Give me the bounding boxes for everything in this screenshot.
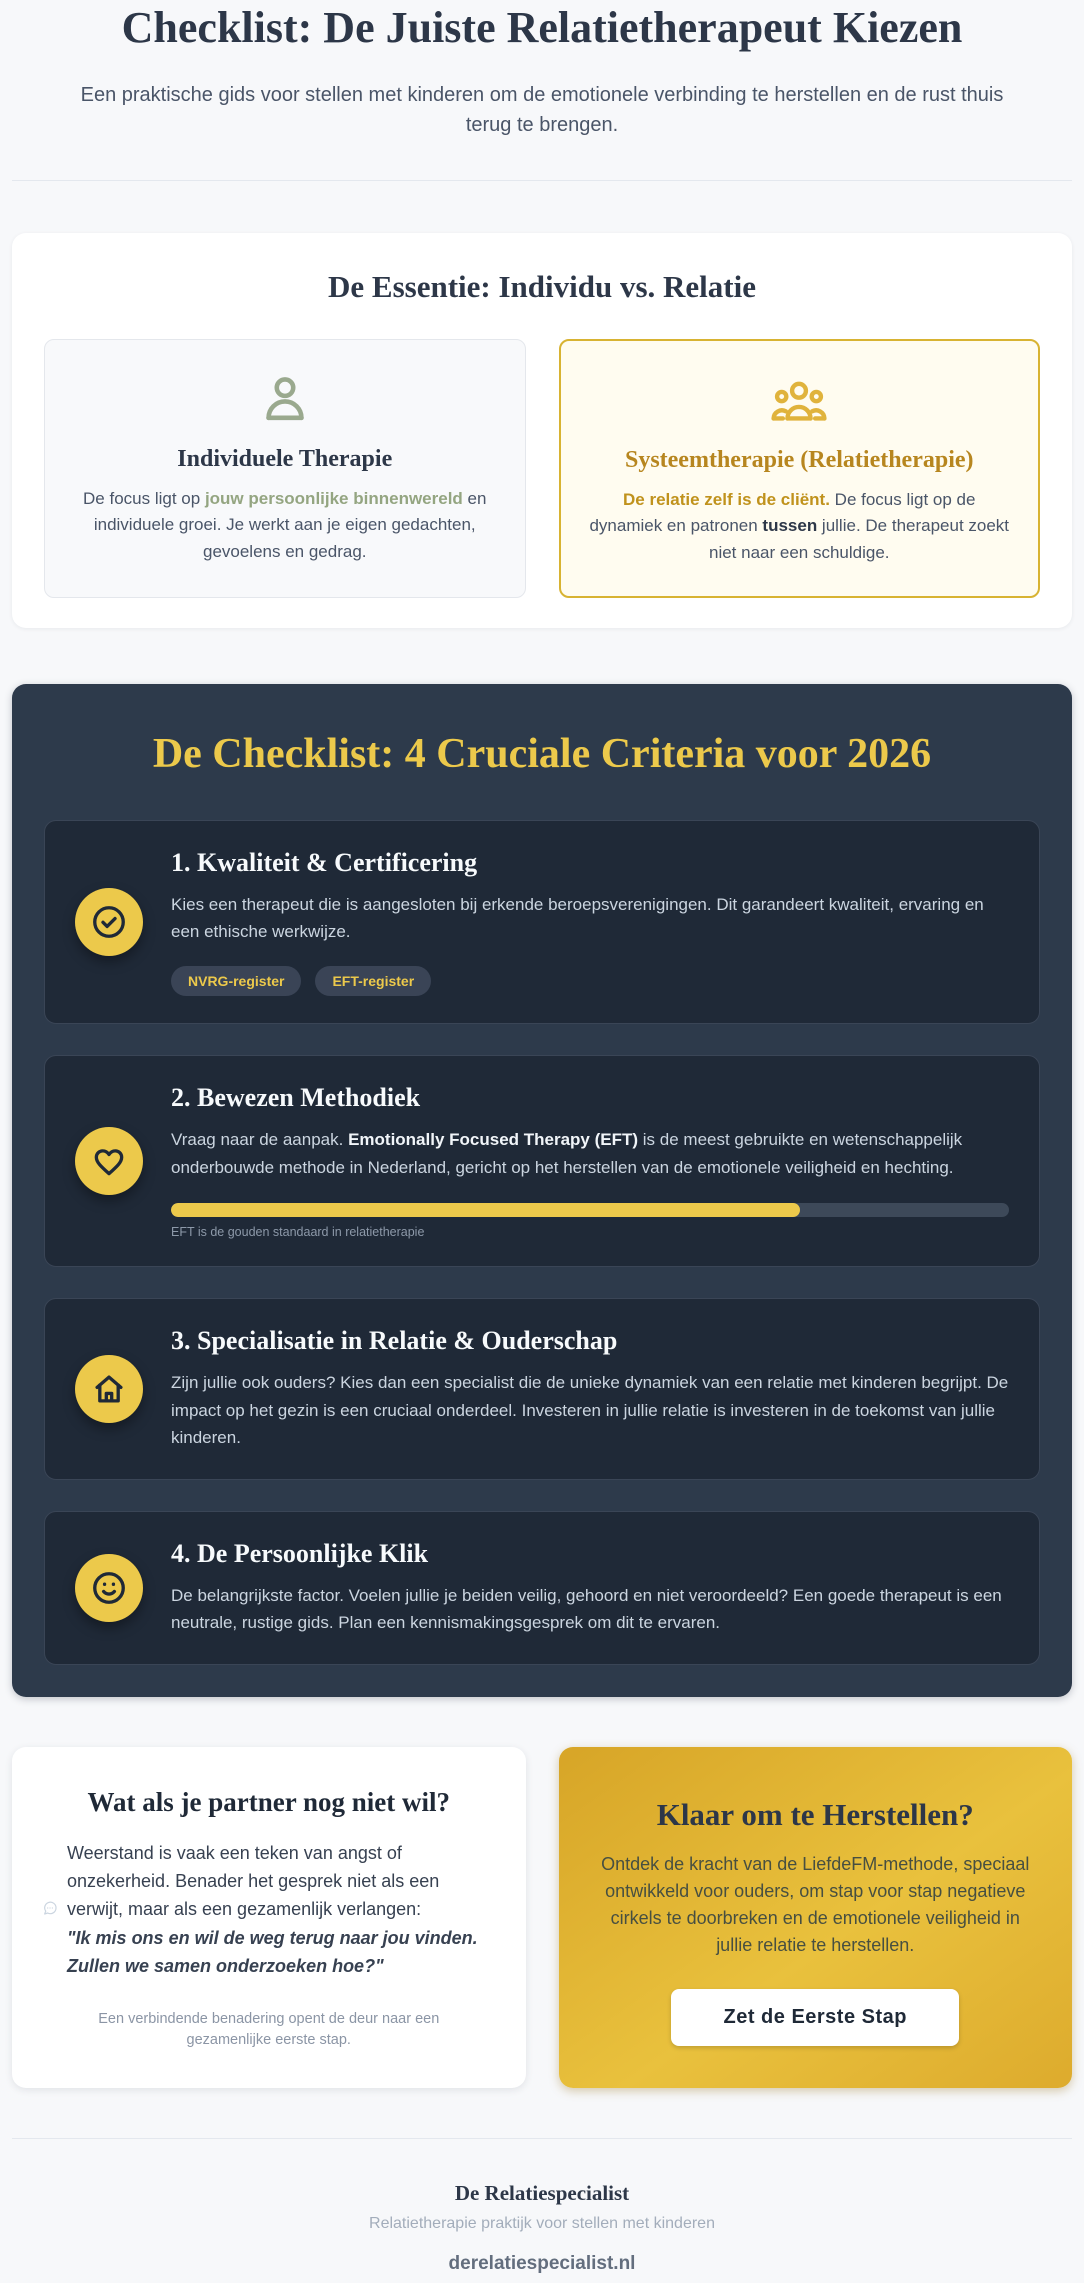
page-subtitle: Een praktische gids voor stellen met kinderen om de emotionele verbinding te herstellen en de rust thuis terug te brengen. [80,83,1004,136]
footer-website-link[interactable]: derelatiespecialist.nl [448,2252,636,2274]
green-highlight: jouw persoonlijke binnenwereld [204,488,463,508]
eft-progress-bar [171,1203,1009,1217]
individual-card-text: De focus ligt op jouw persoonlijke binnenwereld en individuele groei. Je werkt aan je eigen gedachten, gevoelens en gedrag. [83,488,487,561]
item-3-body: Zijn jullie ook ouders? Kies dan een specialist die de unieke dynamiek van een relatie met kinderen begrijpt. De impact op het gezin is een cruciaal onderdeel. Investeren in jullie relatie is investeren in de toekomst van jullie kinderen. [171,1373,1009,1448]
item-1-body: Kies een therapeut die is aangesloten bij erkende beroepsverenigingen. Dit garandeert kwaliteit, ervaring en een ethische werkwijze. [171,894,984,942]
essentie-grid [44,339,1040,598]
first-step-button[interactable]: Zet de Eerste Stap [671,1989,959,2046]
item-4-body: De belangrijkste factor. Voelen jullie je beiden veilig, gehoord en niet veroordeeld? Een goede therapeut is een neutrale, rustige gids. Plan een kennismakingsgesprek om dit te ervaren. [171,1585,1002,1633]
person-icon [69,368,501,430]
item-4-title: 4. De Persoonlijke Klik [171,1538,429,1568]
individual-card-title: Individuele Therapie [177,445,393,472]
item-2-body: Vraag naar de aanpak. Emotionally Focused Therapy (EFT) is de meest gebruikte en wetenschappelijk onderbouwde methode in Nederland, gericht op het herstellen van de emotionele veiligheid en hechting. [171,1130,963,1177]
badge-eft: EFT-register [315,966,431,996]
checklist-item-4 [44,1511,1040,1665]
gold-highlight: De relatie zelf is de cliënt. [623,489,830,509]
check-circle-icon [75,888,143,956]
essentie-section [12,233,1072,628]
footer [0,2139,1084,2283]
system-card-title: Systeemtherapie (Relatietherapie) [624,446,974,473]
checklist-section [12,684,1072,1697]
partner-card-quote: "Ik mis ons en wil de weg terug naar jou vinden. Zullen we samen onderzoeken hoe?" [67,1928,478,1977]
partner-card-caption: Een verbindende benadering opent de deur naar een gezamenlijke eerste stap. [98,2011,440,2049]
item-3-title: 3. Specialisatie in Relatie & Ouderschap [171,1326,618,1356]
checklist-item-3 [44,1298,1040,1480]
home-icon [75,1355,143,1423]
item-2-title: 2. Bewezen Methodiek [171,1083,421,1112]
footer-tagline: Relatietherapie praktijk voor stellen met kinderen [369,2214,715,2232]
speech-bubble-icon [42,1900,58,1921]
checklist-heading: De Checklist: 4 Cruciale Criteria voor 2026 [152,730,932,777]
smiley-icon [75,1554,143,1622]
cta-title: Klaar om te Herstellen? [656,1796,974,1832]
item-1-badges [171,966,1009,996]
cta-body: Ontdek de kracht van de LiefdeFM-methode, speciaal ontwikkeld voor ouders, om stap voor stap negatieve cirkels te doorbreken en de emotionele veiligheid in jullie relatie te herstellen. [601,1853,1030,1955]
partner-card-body: Weerstand is vaak een teken van angst of onzekerheid. Benader het gesprek niet als een verwijt, maar als een gezamenlijk verlangen: [67,1842,440,1919]
footer-brand-name: De Relatiespecialist [454,2180,630,2205]
badge-nvrg: NVRG-register [171,966,301,996]
checklist-item-1 [44,820,1040,1024]
eft-progress-fill [171,1203,800,1217]
eft-progress-caption: EFT is de gouden standaard in relatietherapie [171,1225,425,1240]
individual-therapy-card [44,339,526,598]
cta-card [559,1747,1073,2088]
bottom-cards [12,1747,1072,2088]
checklist-item-2 [44,1055,1040,1267]
page-title: Checklist: De Juiste Relatietherapeut Kiezen [121,3,963,52]
hero [0,0,1084,140]
group-icon [585,369,1015,431]
system-therapy-card [559,339,1041,598]
essentie-heading: De Essentie: Individu vs. Relatie [328,268,756,304]
partner-card-title: Wat als je partner nog niet wil? [87,1786,450,1817]
partner-resistance-card [12,1747,526,2088]
system-card-text: De relatie zelf is de cliënt. De focus ligt op de dynamiek en patronen tussen jullie. De therapeut zoekt niet naar een schuldige. [589,489,1010,562]
header-divider [12,180,1072,181]
heart-icon [75,1127,143,1195]
item-1-title: 1. Kwaliteit & Certificering [171,847,478,877]
